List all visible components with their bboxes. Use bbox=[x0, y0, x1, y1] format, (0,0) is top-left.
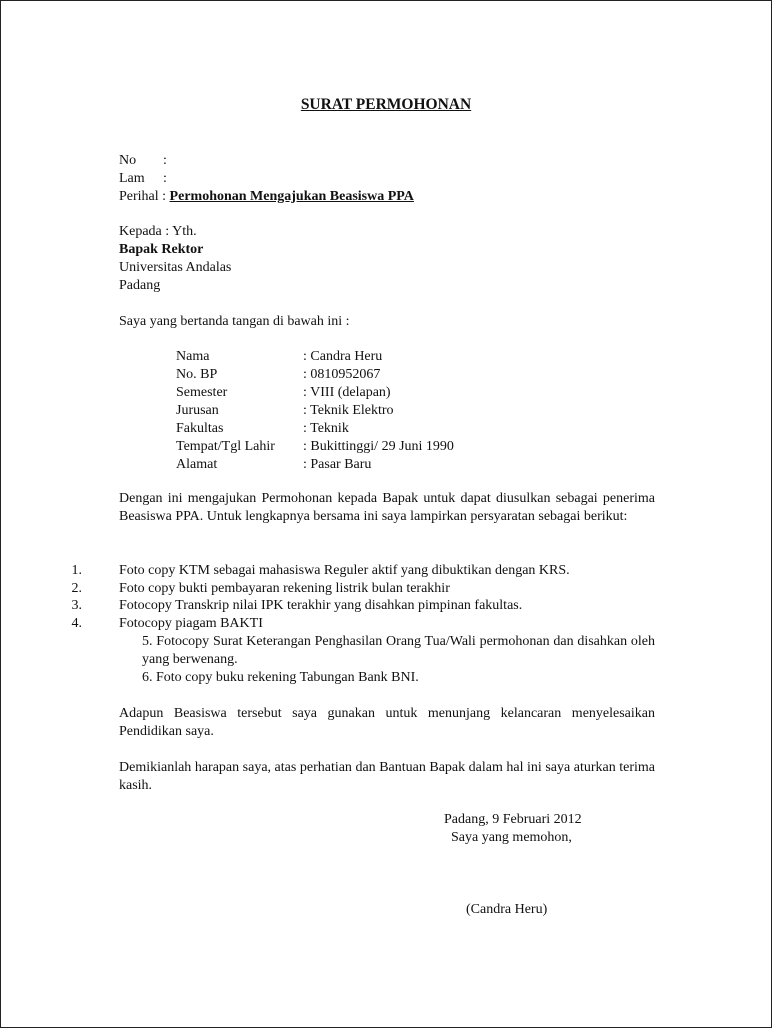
list-item-number: 4. bbox=[71, 616, 82, 631]
list-item-number: 5. bbox=[142, 634, 153, 649]
perihal-value: Permohonan Mengajukan Beasiswa PPA bbox=[169, 189, 414, 204]
identity-value: : Candra Heru bbox=[303, 349, 383, 364]
identity-value: : Pasar Baru bbox=[303, 457, 372, 472]
identity-label: No. BP bbox=[176, 367, 218, 382]
no-label: No bbox=[119, 153, 137, 168]
no-colon: : bbox=[163, 153, 167, 168]
intro-text: Saya yang bertanda tangan di bawah ini : bbox=[119, 314, 350, 329]
list-item-number: 6. bbox=[142, 670, 153, 685]
list-item-number: 3. bbox=[71, 598, 82, 613]
list-item-number: 1. bbox=[71, 563, 82, 578]
purpose-paragraph: Adapun Beasiswa tersebut saya gunakan untuk menunjang kelancaran menyelesaikan Pendidikan saya. bbox=[119, 706, 655, 739]
lam-label: Lam bbox=[119, 171, 145, 186]
identity-label: Nama bbox=[176, 349, 210, 364]
identity-value: : VIII (delapan) bbox=[303, 385, 391, 400]
recipient-institution: Universitas Andalas bbox=[119, 260, 232, 275]
letter-title: SURAT PERMOHONAN bbox=[300, 96, 472, 113]
identity-label: Jurusan bbox=[176, 403, 219, 418]
list-item: Foto copy KTM sebagai mahasiswa Reguler aktif yang dibuktikan dengan KRS. bbox=[119, 563, 570, 578]
lam-colon: : bbox=[163, 171, 167, 186]
list-item-text: Foto copy buku rekening Tabungan Bank BNI. bbox=[156, 670, 419, 685]
list-item bbox=[142, 633, 655, 669]
recipient-city: Padang bbox=[119, 278, 161, 293]
list-item: Fotocopy Transkrip nilai IPK terakhir yang disahkan pimpinan fakultas. bbox=[119, 598, 523, 613]
identity-value: : Bukittinggi/ 29 Juni 1990 bbox=[303, 439, 454, 454]
identity-value: : Teknik Elektro bbox=[303, 403, 394, 418]
list-item-text: Fotocopy Surat Keterangan Penghasilan Orang Tua/Wali permohonan dan disahkan oleh yang berwenang. bbox=[142, 634, 656, 667]
identity-value: : Teknik bbox=[303, 421, 349, 436]
signature-place-date: Padang, 9 Februari 2012 bbox=[444, 812, 582, 827]
recipient-name: Bapak Rektor bbox=[119, 242, 204, 257]
list-item: Foto copy bukti pembayaran rekening listrik bulan terakhir bbox=[119, 581, 450, 596]
body-paragraph: Dengan ini mengajukan Permohonan kepada Bapak untuk dapat diusulkan sebagai penerima Beasiswa PPA. Untuk lengkapnya bersama ini saya lampirkan persyaratan sebagai berikut: bbox=[119, 491, 655, 524]
signature-name: (Candra Heru) bbox=[466, 902, 548, 917]
list-item: Fotocopy piagam BAKTI bbox=[119, 616, 263, 631]
recipient-kepada: Kepada : Yth. bbox=[119, 224, 197, 239]
perihal-line bbox=[119, 188, 414, 206]
identity-label: Tempat/Tgl Lahir bbox=[176, 439, 275, 454]
identity-value: : 0810952067 bbox=[303, 367, 381, 382]
list-item-number: 2. bbox=[71, 581, 82, 596]
identity-label: Semester bbox=[176, 385, 228, 400]
identity-label: Fakultas bbox=[176, 421, 224, 436]
identity-label: Alamat bbox=[176, 457, 218, 472]
list-item bbox=[142, 669, 419, 687]
signature-greeting: Saya yang memohon, bbox=[451, 830, 572, 845]
perihal-label: Perihal : bbox=[119, 189, 167, 204]
closing-paragraph: Demikianlah harapan saya, atas perhatian dan Bantuan Bapak dalam hal ini saya aturkan terima kasih. bbox=[119, 760, 655, 793]
